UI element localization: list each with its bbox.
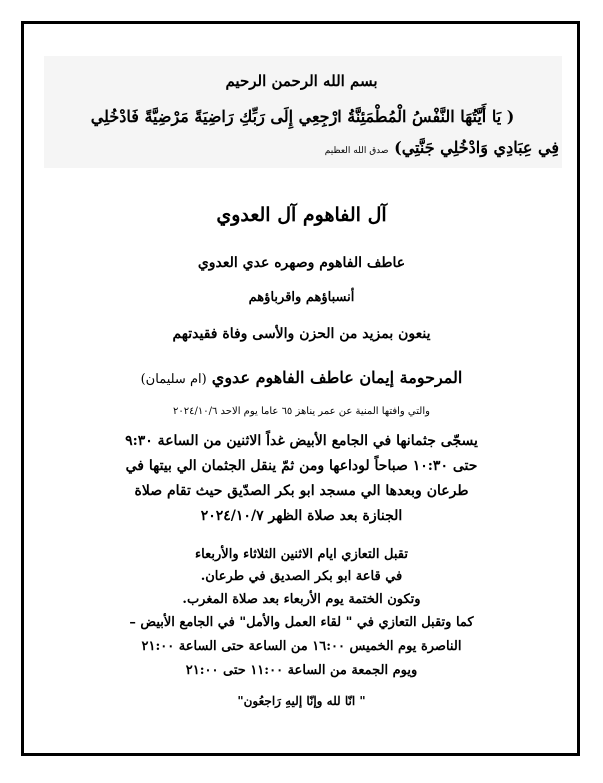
condolence-line-1: تقبل التعازي ايام الاثنين الثلاثاء والأربعاء [195, 547, 408, 562]
funeral-line-2: حتى ١٠:٣٠ صباحاً لوداعها ومن ثمّ ينقل الجثمان الي بيتها في [125, 458, 478, 474]
deceased-name: المرحومة إيمان عاطف الفاهوم عدوي [211, 368, 463, 387]
condolence-line-5: الناصرة يوم الخميس ١٦:٠٠ من الساعة حتى الساعة ٢١:٠٠ [141, 639, 462, 654]
mourning-text: ينعون بمزيد من الحزن والأسى وفاة فقيدتهم [172, 326, 431, 342]
mourning-statement [0, 326, 603, 342]
condolence-line-3: وتكون الختمة يوم الأربعاء بعد صلاة المغرب. [182, 592, 421, 607]
quran-verse-line-1: ( يَا أَيَّتُهَا النَّفْسُ الْمُطْمَئِنَّةُ ارْجِعِي إِلَى رَبِّكِ رَاضِيَةً مَرْضِيَّةً فَادْخُلِي [90, 107, 515, 126]
funeral-line-1: يسجّى جثمانها في الجامع الأبيض غداً الاثنين من الساعة ٩:٣٠ [125, 433, 478, 449]
closing-verse: " انّا لله وإنّا إليهِ رَاجعُون" [237, 694, 366, 708]
basmala: بسم الله الرحمن الرحيم [225, 72, 378, 90]
deceased-line [0, 368, 603, 387]
death-info: والتي وافتها المنية عن عمر يناهز ٦٥ عاما يوم الاحد ٢٠٢٤/١٠/٦ [173, 406, 430, 417]
deceased-nickname: (ام سليمان) [140, 372, 207, 387]
family-names: عاطف الفاهوم وصهره عدي العدوي [197, 255, 406, 271]
funeral-line-3: طرعان وبعدها الي مسجد ابو بكر الصدّيق حيث تقام صلاة [134, 483, 469, 499]
funeral-line-4: الجنازة بعد صلاة الظهر ٢٠٢٤/١٠/٧ [200, 508, 403, 524]
quran-verse-line-2 [160, 138, 559, 157]
relatives: أنسباؤهم واقرباؤهم [248, 290, 355, 305]
sadaqa-text: صدق الله العظيم [324, 146, 389, 156]
family-title: آل الفاهوم آل العدوي [216, 204, 387, 226]
condolence-line-4: كما وتقبل التعازي في " لقاء العمل والأمل" في الجامع الأبيض – [129, 615, 474, 630]
quran-verse-end: فِي عِبَادِي وَادْخُلِي جَنَّتِي) [394, 138, 559, 157]
condolence-line-2: في قاعة ابو بكر الصديق في طرعان. [200, 569, 403, 584]
condolence-line-6: ويوم الجمعة من الساعة ١١:٠٠ حتى ٢١:٠٠ [185, 663, 418, 678]
